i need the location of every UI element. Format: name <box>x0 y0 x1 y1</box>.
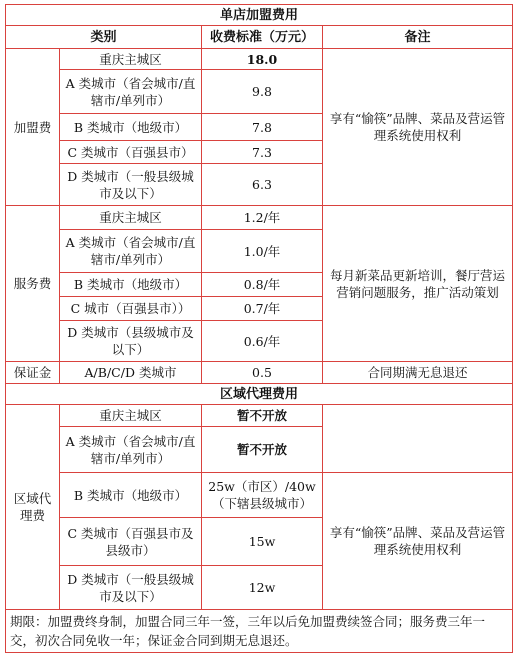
service-group-label: 服务费 <box>6 206 60 362</box>
franchise-fee: 18.0 <box>202 49 323 70</box>
service-fee: 1.0/年 <box>202 230 323 273</box>
regional-fee: 暂不开放 <box>202 427 323 473</box>
deposit-group-label: 保证金 <box>6 362 60 384</box>
service-city: A 类城市（省会城市/直辖市/单列市） <box>60 230 202 273</box>
franchise-city: B 类城市（地级市） <box>60 114 202 141</box>
service-fee: 0.8/年 <box>202 273 323 297</box>
regional-fee: 25w（市区）/40w（下辖县级城市） <box>202 473 323 518</box>
service-city: B 类城市（地级市） <box>60 273 202 297</box>
deposit-remark: 合同期满无息退还 <box>323 362 513 384</box>
franchise-city: A 类城市（省会城市/直辖市/单列市） <box>60 70 202 114</box>
franchise-city: C 类城市（百强县市） <box>60 141 202 164</box>
regional-remark: 享有“愉筷”品牌、菜品及营运管理系统使用权利 <box>323 473 513 610</box>
franchise-fee: 9.8 <box>202 70 323 114</box>
service-remark: 每月新菜品更新培训，餐厅营运营销问题服务，推广活动策划 <box>323 206 513 362</box>
service-fee: 0.6/年 <box>202 321 323 362</box>
header-remark: 备注 <box>323 26 513 49</box>
service-city: 重庆主城区 <box>60 206 202 230</box>
terms-footer: 期限：加盟费终身制，加盟合同三年一签，三年以后免加盟费续签合同；服务费三年一交，初次合同免收一年；保证金合同到期无息退还。 <box>6 610 513 653</box>
regional-city: D 类城市（一般县级城市及以下） <box>60 566 202 610</box>
fee-table <box>5 4 513 653</box>
service-fee: 0.7/年 <box>202 297 323 321</box>
header-fee: 收费标准（万元） <box>202 26 323 49</box>
regional-title: 区域代理费用 <box>6 384 513 405</box>
regional-group-label: 区域代理费 <box>6 405 60 610</box>
deposit-city: A/B/C/D 类城市 <box>60 362 202 384</box>
service-city: D 类城市（县级城市及以下） <box>60 321 202 362</box>
franchise-fee: 7.8 <box>202 114 323 141</box>
franchise-city: D 类城市（一般县级城市及以下） <box>60 164 202 206</box>
regional-city: B 类城市（地级市） <box>60 473 202 518</box>
single-store-title: 单店加盟费用 <box>6 5 513 26</box>
regional-city: 重庆主城区 <box>60 405 202 427</box>
franchise-city: 重庆主城区 <box>60 49 202 70</box>
franchise-fee: 6.3 <box>202 164 323 206</box>
regional-fee: 暂不开放 <box>202 405 323 427</box>
franchise-group-label: 加盟费 <box>6 49 60 206</box>
franchise-fee: 7.3 <box>202 141 323 164</box>
service-fee: 1.2/年 <box>202 206 323 230</box>
regional-remark-blank <box>323 405 513 473</box>
fee-table-container <box>5 4 512 653</box>
regional-city: A 类城市（省会城市/直辖市/单列市） <box>60 427 202 473</box>
franchise-remark: 享有“愉筷”品牌、菜品及营运管理系统使用权利 <box>323 49 513 206</box>
header-category: 类别 <box>6 26 202 49</box>
regional-city: C 类城市（百强县市及县级市） <box>60 518 202 566</box>
deposit-fee: 0.5 <box>202 362 323 384</box>
regional-fee: 12w <box>202 566 323 610</box>
regional-fee: 15w <box>202 518 323 566</box>
service-city: C 城市（百强县市）） <box>60 297 202 321</box>
